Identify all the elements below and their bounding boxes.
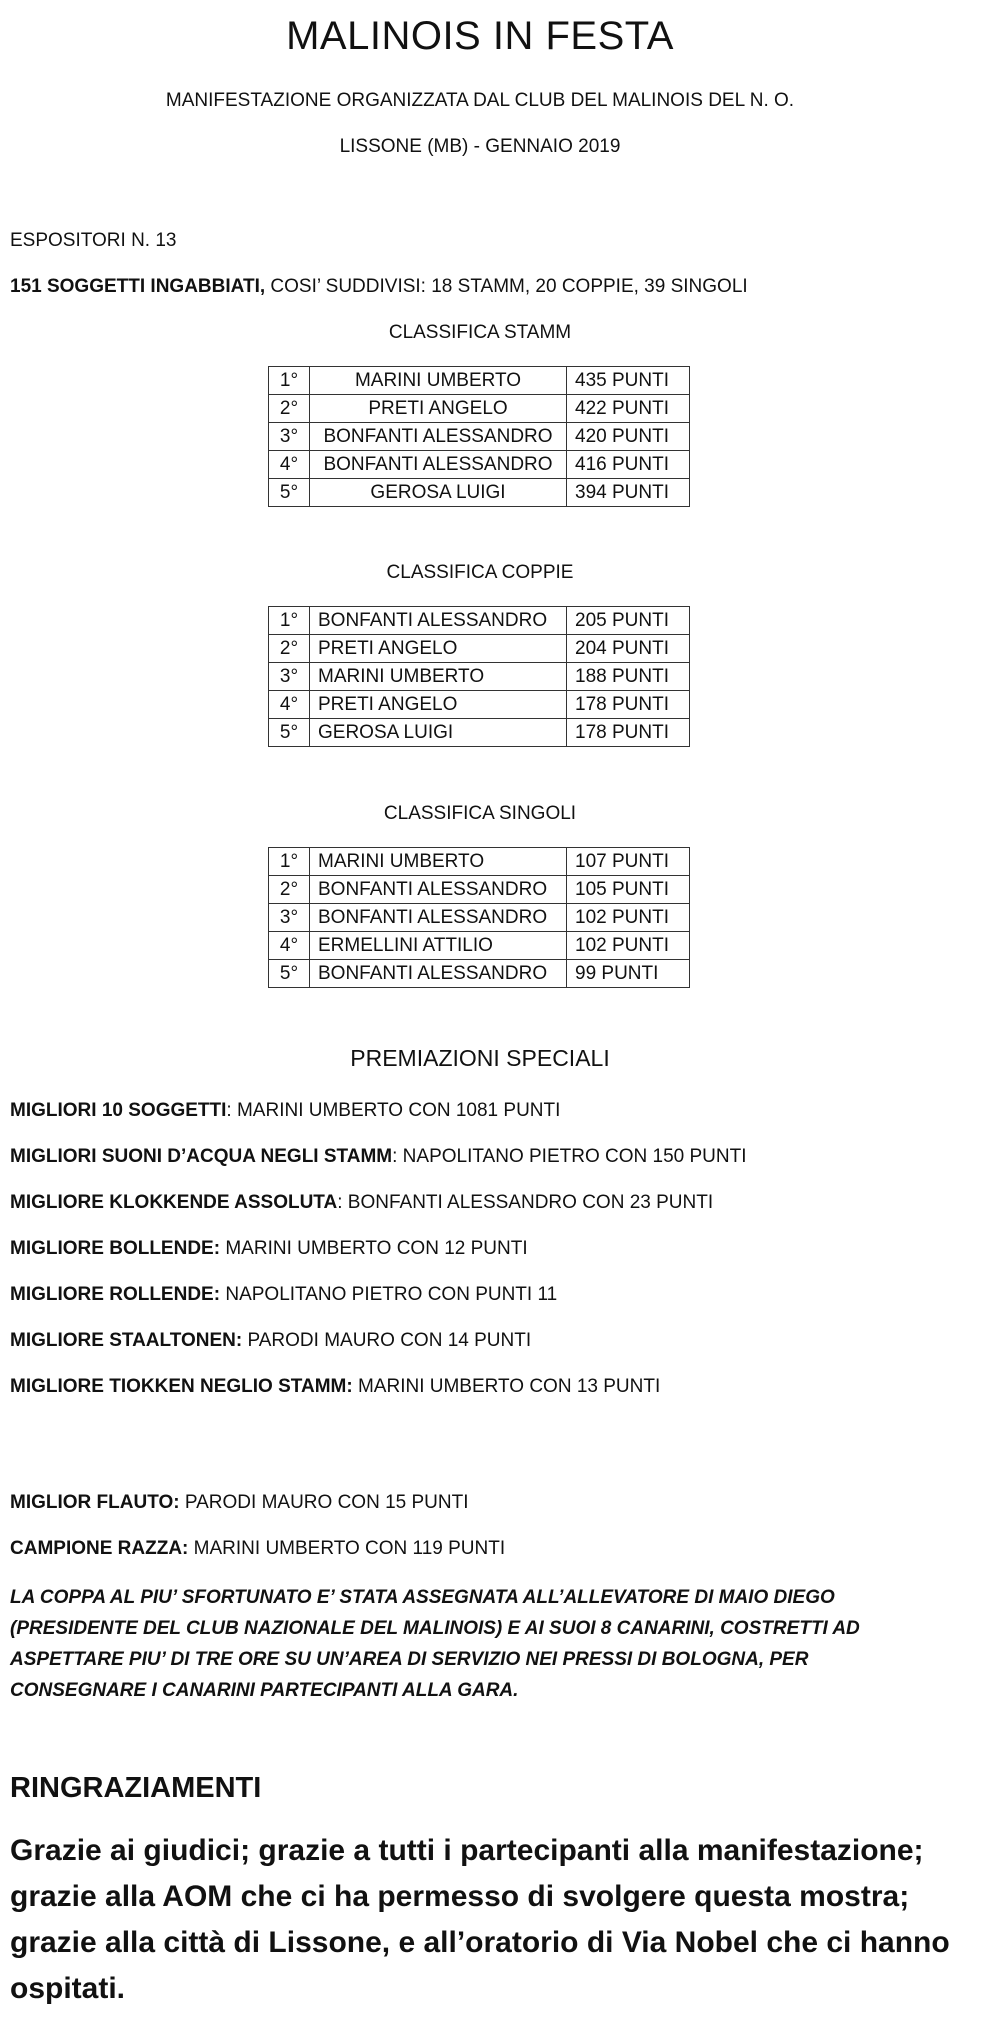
award-label: MIGLIOR FLAUTO:: [10, 1492, 180, 1513]
points-value: 102 PUNTI: [567, 932, 690, 960]
table-row: [269, 848, 690, 876]
rank-position: 4°: [269, 451, 310, 479]
points-value: 102 PUNTI: [567, 904, 690, 932]
exhibitors-count: ESPOSITORI N. 13: [10, 230, 177, 251]
breeder-name: BONFANTI ALESSANDRO: [310, 423, 567, 451]
subjects-summary: [10, 276, 748, 298]
points-value: 420 PUNTI: [567, 423, 690, 451]
points-value: 435 PUNTI: [567, 367, 690, 395]
breeder-name: GEROSA LUIGI: [310, 479, 567, 507]
rank-position: 5°: [269, 479, 310, 507]
points-value: 422 PUNTI: [567, 395, 690, 423]
award-label: MIGLIORE BOLLENDE:: [10, 1238, 221, 1259]
rank-position: 3°: [269, 904, 310, 932]
special-award-item: [10, 1376, 660, 1398]
award-value: PARODI MAURO CON 14 PUNTI: [247, 1330, 532, 1351]
stamm-title: CLASSIFICA STAMM: [388, 322, 572, 343]
singoli-title: CLASSIFICA SINGOLI: [383, 803, 577, 824]
award-label: MIGLIORE TIOKKEN NEGLIO STAMM:: [10, 1376, 353, 1397]
points-value: 204 PUNTI: [567, 635, 690, 663]
table-row: [269, 367, 690, 395]
special-award-item: MIGLIORI SUONI D’ACQUA NEGLI STAMM: NAPOLITANO PIETRO CON 150 PUNTI: [10, 1146, 747, 1167]
points-value: 107 PUNTI: [567, 848, 690, 876]
subjects-breakdown: COSI’ SUDDIVISI: 18 STAMM, 20 COPPIE, 39 SINGOLI: [265, 276, 748, 297]
award-label: MIGLIORI SUONI D’ACQUA NEGLI STAMM: [10, 1146, 393, 1167]
award-value: PARODI MAURO CON 15 PUNTI: [184, 1492, 469, 1513]
coppie-table: [268, 606, 690, 747]
award-value: NAPOLITANO PIETRO CON PUNTI 11: [225, 1284, 558, 1305]
points-value: 178 PUNTI: [567, 691, 690, 719]
table-row: [269, 932, 690, 960]
breeder-name: PRETI ANGELO: [310, 395, 567, 423]
singoli-table: [268, 847, 690, 988]
rank-position: 2°: [269, 395, 310, 423]
coppie-title: CLASSIFICA COPPIE: [386, 562, 574, 583]
points-value: 205 PUNTI: [567, 607, 690, 635]
breeder-name: BONFANTI ALESSANDRO: [310, 607, 567, 635]
rank-position: 4°: [269, 691, 310, 719]
breeder-name: MARINI UMBERTO: [310, 663, 567, 691]
rank-position: 1°: [269, 848, 310, 876]
breeder-name: BONFANTI ALESSANDRO: [310, 451, 567, 479]
rank-position: 4°: [269, 932, 310, 960]
special-award-item: [10, 1538, 505, 1560]
table-row: [269, 451, 690, 479]
breeder-name: BONFANTI ALESSANDRO: [310, 960, 567, 988]
special-awards-title: PREMIAZIONI SPECIALI: [350, 1045, 610, 1071]
points-value: 188 PUNTI: [567, 663, 690, 691]
special-award-item: MIGLIORE KLOKKENDE ASSOLUTA: BONFANTI ALESSANDRO CON 23 PUNTI: [10, 1192, 714, 1213]
rank-position: 5°: [269, 960, 310, 988]
place-date-line: LISSONE (MB) - GENNAIO 2019: [339, 136, 621, 157]
award-value: NAPOLITANO PIETRO CON 150 PUNTI: [402, 1146, 747, 1167]
special-award-item: [10, 1238, 528, 1260]
points-value: 394 PUNTI: [567, 479, 690, 507]
rank-position: 1°: [269, 367, 310, 395]
breeder-name: GEROSA LUIGI: [310, 719, 567, 747]
breeder-name: ERMELLINI ATTILIO: [310, 932, 567, 960]
rank-position: 3°: [269, 423, 310, 451]
table-row: [269, 607, 690, 635]
table-row: [269, 395, 690, 423]
thanks-text: Grazie ai giudici; grazie a tutti i partecipanti alla manifestazione; grazie alla AOM che ci ha permesso di svolgere questa mostra; grazie alla città di Lissone, e all’oratorio di Via Nobel che ci hanno ospitati.: [10, 1834, 950, 2005]
subjects-count: 151 SOGGETTI INGABBIATI,: [10, 276, 266, 297]
organizer-line: MANIFESTAZIONE ORGANIZZATA DAL CLUB DEL MALINOIS DEL N. O.: [165, 90, 795, 111]
rank-position: 5°: [269, 719, 310, 747]
table-row: [269, 479, 690, 507]
rank-position: 3°: [269, 663, 310, 691]
unlucky-award-note: LA COPPA AL PIU’ SFORTUNATO E’ STATA ASSEGNATA ALL’ALLEVATORE DI MAIO DIEGO (PRESIDENTE DEL CLUB NAZIONALE DEL MALINOIS) E AI SUOI 8 CANARINI, COSTRETTI AD ASPETTARE PIU’ DI TRE ORE SU UN’AREA DI SERVIZIO NEI PRESSI DI BOLOGNA, PER CONSEGNARE I CANARINI PARTECIPANTI ALLA GARA.: [10, 1587, 860, 1701]
thanks-title: RINGRAZIAMENTI: [10, 1772, 262, 1804]
award-label: MIGLIORI 10 SOGGETTI: [10, 1100, 227, 1121]
breeder-name: PRETI ANGELO: [310, 635, 567, 663]
award-label: MIGLIORE ROLLENDE:: [10, 1284, 221, 1305]
award-label: MIGLIORE KLOKKENDE ASSOLUTA: [10, 1192, 338, 1213]
breeder-name: BONFANTI ALESSANDRO: [310, 876, 567, 904]
breeder-name: BONFANTI ALESSANDRO: [310, 904, 567, 932]
stamm-table: [268, 366, 690, 507]
table-row: [269, 635, 690, 663]
breeder-name: MARINI UMBERTO: [310, 848, 567, 876]
table-row: [269, 960, 690, 988]
special-award-item: [10, 1492, 469, 1514]
special-award-item: MIGLIORI 10 SOGGETTI: MARINI UMBERTO CON 1081 PUNTI: [10, 1100, 561, 1121]
breeder-name: PRETI ANGELO: [310, 691, 567, 719]
rank-position: 2°: [269, 876, 310, 904]
award-label: CAMPIONE RAZZA:: [10, 1538, 189, 1559]
points-value: 105 PUNTI: [567, 876, 690, 904]
award-label: MIGLIORE STAALTONEN:: [10, 1330, 243, 1351]
rank-position: 1°: [269, 607, 310, 635]
points-value: 416 PUNTI: [567, 451, 690, 479]
table-row: [269, 904, 690, 932]
award-value: MARINI UMBERTO CON 119 PUNTI: [193, 1538, 506, 1559]
points-value: 178 PUNTI: [567, 719, 690, 747]
table-row: [269, 691, 690, 719]
special-award-item: [10, 1330, 531, 1352]
award-value: MARINI UMBERTO CON 12 PUNTI: [225, 1238, 528, 1259]
special-award-item: [10, 1284, 557, 1306]
page-title: MALINOIS IN FESTA: [286, 14, 674, 58]
award-value: BONFANTI ALESSANDRO CON 23 PUNTI: [347, 1192, 714, 1213]
rank-position: 2°: [269, 635, 310, 663]
points-value: 99 PUNTI: [567, 960, 690, 988]
award-value: MARINI UMBERTO CON 13 PUNTI: [357, 1376, 661, 1397]
table-row: [269, 663, 690, 691]
breeder-name: MARINI UMBERTO: [310, 367, 567, 395]
table-row: [269, 876, 690, 904]
award-value: MARINI UMBERTO CON 1081 PUNTI: [236, 1100, 561, 1121]
table-row: [269, 423, 690, 451]
table-row: [269, 719, 690, 747]
